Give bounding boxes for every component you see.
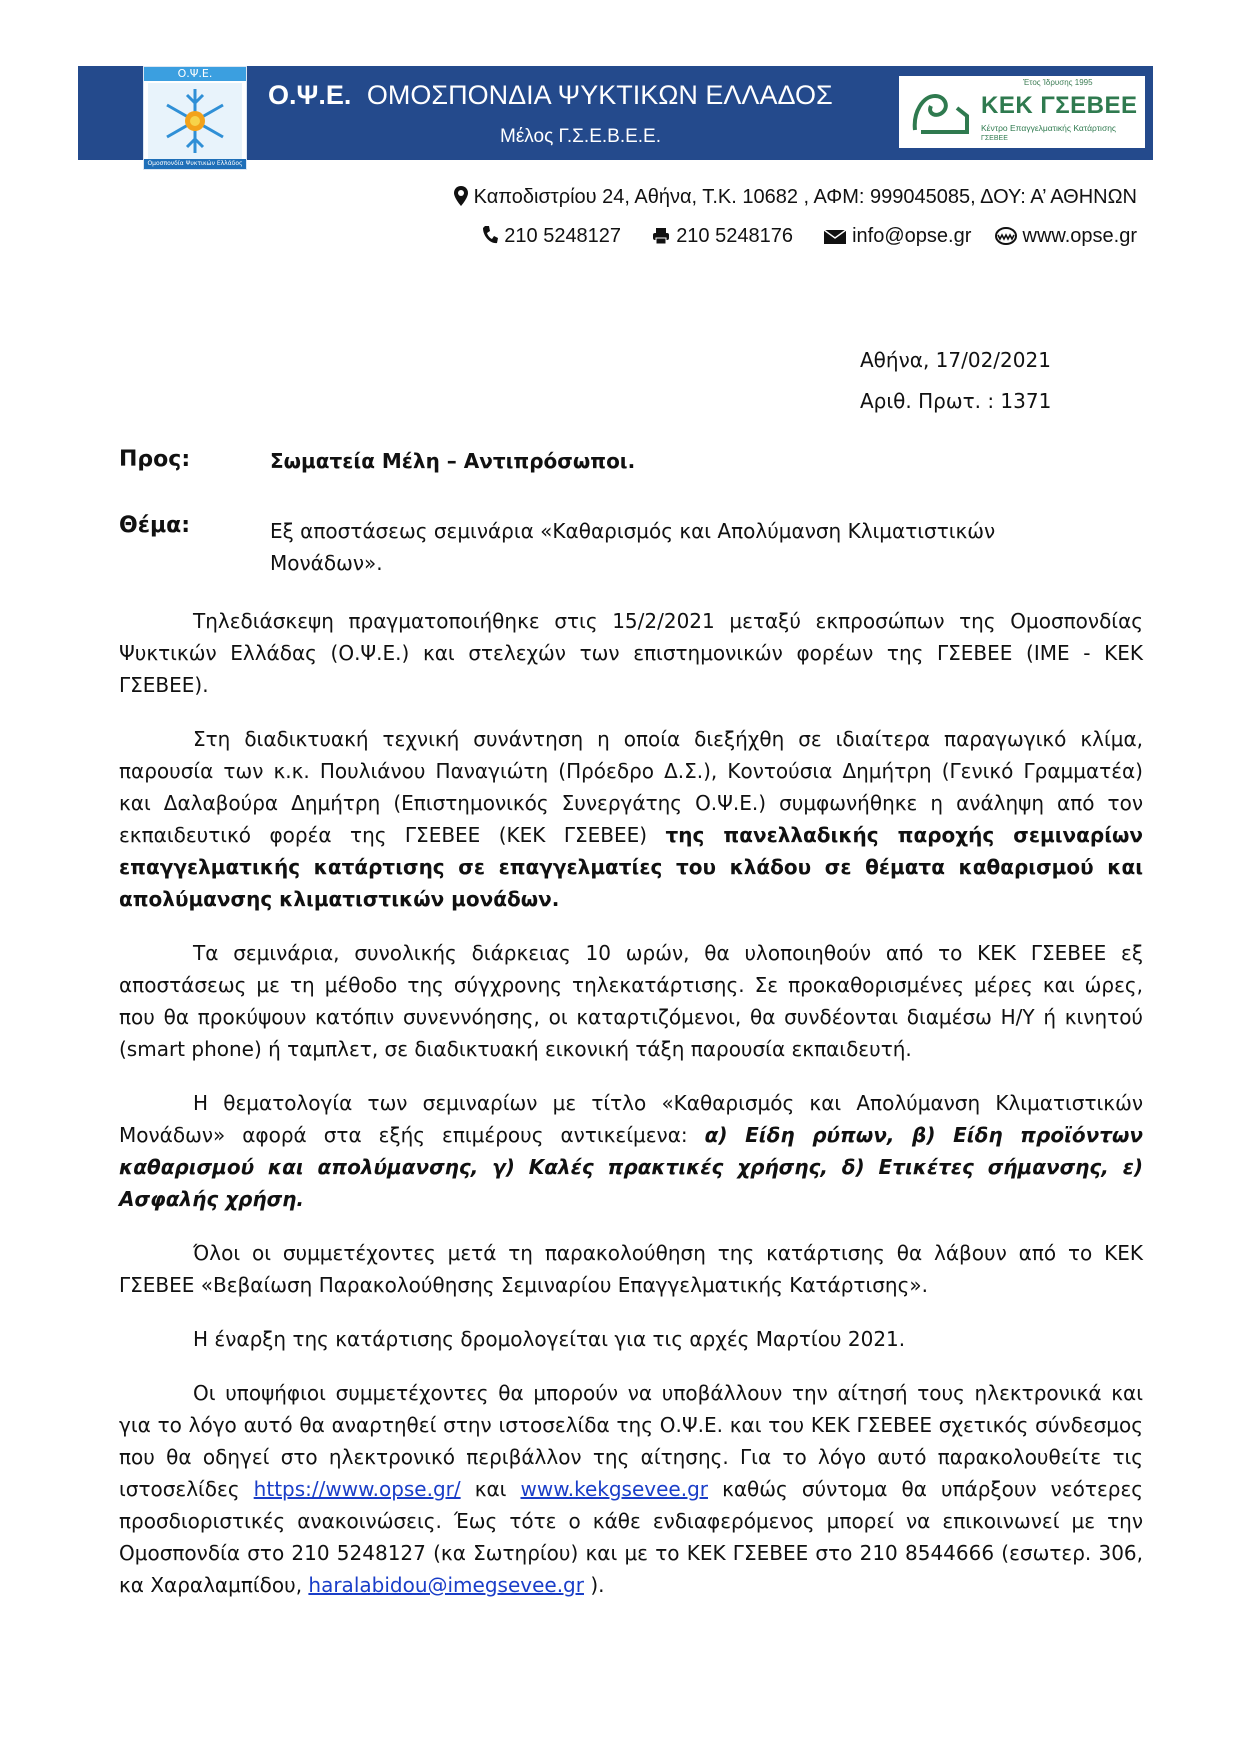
body-paragraph: Τα σεμινάρια, συνολικής διάρκειας 10 ωρών, θα υλοποιηθούν από το ΚΕΚ ΓΣΕΒΕΕ εξ αποστάσεως με τη μέθοδο της σύγχρονης τηλεκατάρτισης. Σε προκαθορισμένες μέρες και ώρες, που θα προκύψουν κατόπιν συνεννόησης, οι καταρτιζόμενοι, θα συνδέονται διαμέσω Η/Υ ή κινητού (smart phone) ή ταμπλετ, σε διαδικτυακή εικονική τάξη παρουσία εκπαιδευτή. bbox=[119, 941, 1143, 1061]
opse-logo bbox=[143, 66, 247, 170]
subject-label: Θέμα: bbox=[119, 513, 191, 538]
address-text: Καποδιστρίου 24, Αθήνα, Τ.Κ. 10682 , ΑΦΜ: 999045085, ΔΟΥ: Α’ ΑΘΗΝΩΝ bbox=[473, 186, 1137, 208]
logo-top-text: Ο.Ψ.Ε. bbox=[144, 67, 246, 81]
fax-number: 210 5248176 bbox=[676, 225, 793, 247]
contact-address bbox=[454, 186, 1137, 209]
body-paragraph: Η θεματολογία των σεμιναρίων με τίτλο «Καθαρισμός και Απολύμανση Κλιματιστικών Μονάδων» αφορά στα εξής επιμέρους αντικείμενα: α) Είδη ρύπων, β) Είδη προϊόντων καθαρισμού και απολύμανσης, γ) Καλές πρακτικές χρήσης, δ) Ετικέτες σήμανσης, ε) Ασφαλής χρήση. bbox=[119, 1091, 1143, 1211]
contact-email-link[interactable]: haralabidou@imegsevee.gr bbox=[308, 1573, 584, 1597]
phone-icon bbox=[482, 225, 498, 245]
snowflake-icon bbox=[148, 83, 242, 159]
kek-founding-year: Έτος Ίδρυσης 1995 bbox=[1023, 78, 1093, 87]
organization-membership: Μέλος Γ.Σ.Ε.Β.Ε.Ε. bbox=[500, 126, 661, 147]
subject-value: Εξ αποστάσεως σεμινάρια «Καθαρισμός και Απολύμανση Κλιματιστικών Μονάδων». bbox=[270, 519, 996, 575]
website-link[interactable]: www.opse.gr bbox=[1022, 225, 1137, 247]
envelope-icon bbox=[824, 229, 846, 245]
recipient-value: Σωματεία Μέλη – Αντιπρόσωποι. bbox=[270, 449, 636, 473]
body-paragraph: Όλοι οι συμμετέχοντες μετά τη παρακολούθηση της κατάρτισης θα λάβουν από το ΚΕΚ ΓΣΕΒΕΕ «Βεβαίωση Παρακολούθησης Σεμιναρίου Επαγγελματικής Κατάρτισης». bbox=[119, 1241, 1143, 1297]
body-paragraph: Τηλεδιάσκεψη πραγματοποιήθηκε στις 15/2/2021 μεταξύ εκπροσώπων της Ομοσπονδίας Ψυκτικών Ελλάδας (Ο.Ψ.Ε.) και στελεχών των επιστημονικών φορέων της ΓΣΕΒΕΕ (ΙΜΕ - ΚΕΚ ΓΣΕΒΕΕ). bbox=[119, 609, 1143, 697]
body-paragraph: Οι υποψήφιοι συμμετέχοντες θα μπορούν να υποβάλλουν την αίτησή τους ηλεκτρονικά και για το λόγο αυτό θα αναρτηθεί στην ιστοσελίδα της Ο.Ψ.Ε. και του ΚΕΚ ΓΣΕΒΕΕ σχετικός σύνδεσμος που θα οδηγεί στο ηλεκτρονικό περιβάλλον της αίτησης. Για το λόγο αυτό παρακολουθείτε τις ιστοσελίδες https://www.opse.gr/ και www.kekgsevee.gr καθώς σύντομα θα υπάρξουν νεότερες προσδιοριστικές ανακοινώσεις. Έως τότε ο κάθε ενδιαφερόμενος μπορεί να επικοινωνεί με την Ομοσπονδία στο 210 5248127 (κα Σωτηρίου) και με το ΚΕΚ ΓΣΕΒΕΕ στο 210 8544666 (εσωτερ. 306, κα Χαραλαμπίδου, haralabidou@imegsevee.gr ). bbox=[119, 1381, 1143, 1597]
kek-name: ΚΕΚ ΓΣΕΒΕΕ bbox=[981, 92, 1138, 119]
protocol-number: Αριθ. Πρωτ. : 1371 bbox=[860, 389, 1052, 413]
www-icon bbox=[995, 227, 1017, 245]
organization-abbr: Ο.Ψ.Ε. bbox=[268, 80, 352, 110]
email-link[interactable]: info@opse.gr bbox=[852, 225, 972, 247]
letter-date: Αθήνα, 17/02/2021 bbox=[860, 348, 1051, 372]
letter-body bbox=[119, 605, 1143, 1623]
kek-emblem-icon bbox=[905, 82, 975, 142]
body-paragraph: Η έναρξη της κατάρτισης δρομολογείται για τις αρχές Μαρτίου 2021. bbox=[193, 1327, 906, 1351]
contact-details bbox=[482, 225, 1137, 248]
phone-number: 210 5248127 bbox=[504, 225, 622, 247]
map-marker-icon bbox=[454, 186, 468, 206]
logo-bottom-text: Ομοσπονδία Ψυκτικών Ελλάδος bbox=[144, 159, 246, 169]
fax-icon bbox=[652, 227, 670, 245]
kek-website-link[interactable]: www.kekgsevee.gr bbox=[520, 1477, 708, 1501]
emphasis-text: της πανελλαδικής παροχής σεμιναρίων επαγγελματικής κατάρτισης σε επαγγελματίες του κλάδου σε θέματα καθαρισμού και απολύμανσης κλιματιστικών μονάδων. bbox=[119, 823, 1143, 911]
body-paragraph: Στη διαδικτυακή τεχνική συνάντηση η οποία διεξήχθη σε ιδιαίτερα παραγωγικό κλίμα, παρουσία των κ.κ. Πουλιάνου Παναγιώτη (Πρόεδρο Δ.Σ.), Κοντούσια Δημήτρη (Γενικό Γραμματέα) και Δαλαβούρα Δημήτρη (Επιστημονικός Συνεργάτης Ο.Ψ.Ε.) συμφωνήθηκε η ανάληψη από τον εκπαιδευτικό φορέα της ΓΣΕΒΕΕ (ΚΕΚ ΓΣΕΒΕΕ) της πανελλαδικής παροχής σεμιναρίων επαγγελματικής κατάρτισης σε επαγγελματίες του κλάδου σε θέματα καθαρισμού και απολύμανσης κλιματιστικών μονάδων. bbox=[119, 727, 1143, 911]
kek-description: Κέντρο Επαγγελματικής Κατάρτισης bbox=[981, 123, 1117, 133]
organization-title bbox=[268, 78, 888, 112]
organization-name: ΟΜΟΣΠΟΝΔΙΑ ΨΥΚΤΙΚΩΝ ΕΛΛΑΔΟΣ bbox=[366, 80, 833, 110]
topics-list: α) Είδη ρύπων, β) Είδη προϊόντων καθαρισμού και απολύμανσης, γ) Καλές πρακτικές χρήσης, δ) Ετικέτες σήμανσης, ε) Ασφαλής χρήση. bbox=[119, 1123, 1143, 1211]
recipient-label: Προς: bbox=[119, 447, 191, 472]
kek-small-label: ΓΣΕΒΕΕ bbox=[981, 135, 1008, 142]
opse-website-link[interactable]: https://www.opse.gr/ bbox=[253, 1477, 461, 1501]
kek-gsevee-logo bbox=[899, 76, 1145, 148]
